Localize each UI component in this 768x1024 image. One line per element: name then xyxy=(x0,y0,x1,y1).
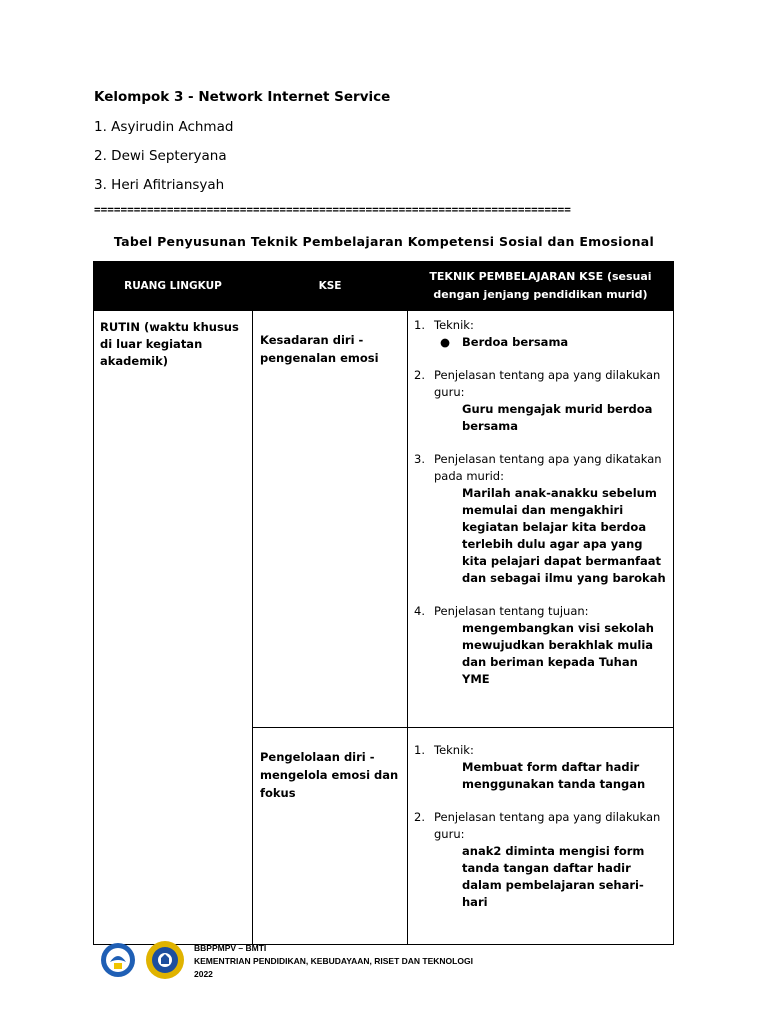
item-number: 4. xyxy=(414,604,425,618)
item-answer: Marilah anak-anakku sebelum memulai dan mengakhiri kegiatan belajar kita berdoa terlebih dulu agar apa yang kita pelajari dapat bermanfaat dan sebagai ilmu yang barokah xyxy=(462,486,666,585)
footer-line-2: KEMENTRIAN PENDIDIKAN, KEBUDAYAAN, RISET DAN TEKNOLOGI xyxy=(194,956,473,966)
item-label: Penjelasan tentang apa yang dilakukan guru: xyxy=(434,810,661,841)
separator-line: ======================================================================== xyxy=(94,203,571,216)
item-label: Penjelasan tentang apa yang dilakukan guru: xyxy=(434,368,661,399)
column-header-technique xyxy=(408,262,674,311)
table-header-row xyxy=(94,262,674,311)
item-number: 2. xyxy=(414,368,425,382)
member-2: 2. Dewi Septeryana xyxy=(94,148,227,164)
technique-item xyxy=(414,742,667,793)
item-number: 2. xyxy=(414,810,425,824)
technique-item xyxy=(414,603,667,688)
group-title: Kelompok 3 - Network Internet Service xyxy=(94,89,391,105)
scope-cell: RUTIN (waktu khusus di luar kegiatan akademik) xyxy=(94,311,253,945)
item-number: 1. xyxy=(414,743,425,757)
tut-wuri-handayani-logo xyxy=(100,940,136,980)
item-answer: Membuat form daftar hadir menggunakan tanda tangan xyxy=(462,760,646,791)
technique-item xyxy=(414,451,667,587)
item-answer: Guru mengajak murid berdoa bersama xyxy=(462,402,653,433)
item-number: 3. xyxy=(414,452,425,466)
bullet-item xyxy=(434,334,667,351)
column-header-scope: RUANG LINGKUP xyxy=(94,262,253,311)
table-row xyxy=(94,311,674,728)
footer-text xyxy=(194,942,473,981)
kse-cell: Pengelolaan diri - mengelola emosi dan fokus xyxy=(253,728,408,945)
bbppmpv-bmti-logo xyxy=(145,940,185,980)
item-label: Teknik: xyxy=(434,318,474,332)
item-number: 1. xyxy=(414,318,425,332)
bullet-icon: ● xyxy=(440,335,451,349)
kse-cell: Kesadaran diri - pengenalan emosi xyxy=(253,311,408,728)
column-header-technique-label: TEKNIK PEMBELAJARAN KSE (sesuai dengan jenjang pendidikan murid) xyxy=(429,270,652,301)
member-3: 3. Heri Afitriansyah xyxy=(94,177,225,193)
item-answer: mengembangkan visi sekolah mewujudkan berakhlak mulia dan beriman kepada Tuhan YME xyxy=(462,621,654,686)
item-label: Penjelasan tentang apa yang dikatakan pada murid: xyxy=(434,452,662,483)
technique-cell xyxy=(408,311,674,728)
kse-table xyxy=(93,261,674,945)
technique-item xyxy=(414,809,667,911)
column-header-kse: KSE xyxy=(253,262,408,311)
item-answer: anak2 diminta mengisi form tanda tangan daftar hadir dalam pembelajaran sehari-hari xyxy=(462,844,645,909)
footer-line-1: BBPPMPV – BMTI xyxy=(194,943,267,953)
bullet-text: Berdoa bersama xyxy=(462,335,569,349)
footer-line-3: 2022 xyxy=(194,969,213,979)
item-label: Penjelasan tentang tujuan: xyxy=(434,604,589,618)
technique-cell xyxy=(408,728,674,945)
table-title: Tabel Penyusunan Teknik Pembelajaran Kompetensi Sosial dan Emosional xyxy=(113,234,655,249)
technique-item xyxy=(414,367,667,435)
technique-item xyxy=(414,317,667,351)
member-1: 1. Asyirudin Achmad xyxy=(94,119,234,135)
page-footer xyxy=(96,940,676,984)
item-label: Teknik: xyxy=(434,743,474,757)
